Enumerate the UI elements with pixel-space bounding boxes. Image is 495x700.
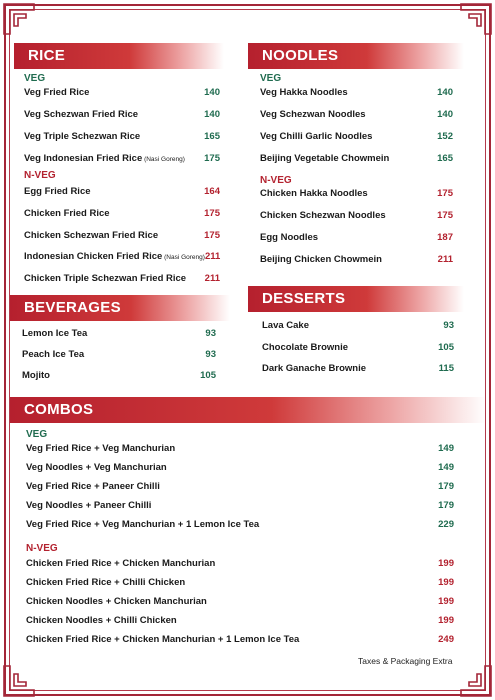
menu-item-name bbox=[22, 349, 84, 360]
menu-item bbox=[26, 558, 454, 569]
menu-item-title: Egg Noodles bbox=[260, 232, 319, 243]
menu-item bbox=[24, 153, 220, 164]
category-label-veg: VEG bbox=[26, 429, 48, 440]
menu-item-price: 175 bbox=[204, 207, 220, 219]
menu-item-price: 105 bbox=[200, 370, 216, 381]
menu-item-title: Veg Fried Rice bbox=[24, 87, 90, 98]
category-label-veg: VEG bbox=[24, 73, 46, 84]
menu-item-title: Beijing Vegetable Chowmein bbox=[260, 153, 390, 164]
menu-item-name bbox=[24, 109, 138, 120]
menu-item-note: (Nasi Goreng) bbox=[142, 156, 185, 163]
menu-item-name bbox=[260, 210, 386, 221]
menu-item-name bbox=[262, 320, 309, 331]
menu-item-title: Dark Ganache Brownie bbox=[262, 363, 367, 374]
menu-item-price: 187 bbox=[437, 232, 453, 243]
menu-item-title: Veg Fried Rice + Paneer Chilli bbox=[26, 481, 160, 492]
menu-item-price: 175 bbox=[437, 188, 453, 199]
menu-item bbox=[26, 615, 454, 626]
menu-item-price: 105 bbox=[438, 341, 454, 353]
menu-item bbox=[260, 254, 453, 265]
menu-item bbox=[22, 328, 216, 339]
section-banner-rice: RICE bbox=[14, 43, 224, 69]
menu-item-price: 140 bbox=[437, 87, 453, 98]
menu-item bbox=[26, 577, 454, 588]
section-banner-beverages: BEVERAGES bbox=[10, 295, 230, 321]
menu-item-title: Lava Cake bbox=[262, 320, 310, 331]
menu-item-title: Chicken Fried Rice + Chicken Manchurian bbox=[26, 558, 216, 569]
menu-item-price: 140 bbox=[204, 109, 220, 120]
menu-item-title: Indonesian Chicken Fried Rice bbox=[24, 251, 163, 263]
menu-item-name bbox=[26, 443, 175, 454]
menu-item-title: Chicken Schezwan Noodles bbox=[260, 210, 386, 221]
menu-item-price: 229 bbox=[438, 519, 454, 530]
menu-item-name bbox=[24, 153, 185, 164]
menu-item-title: Chicken Triple Schezwan Fried Rice bbox=[24, 273, 187, 285]
menu-item-name bbox=[24, 251, 205, 262]
menu-item-title: Lemon Ice Tea bbox=[22, 328, 88, 339]
menu-item-price: 211 bbox=[204, 251, 221, 263]
menu-item-title: Chicken Noodles + Chilli Chicken bbox=[26, 615, 177, 626]
menu-item bbox=[262, 363, 454, 374]
menu-item-name bbox=[24, 273, 186, 284]
menu-item bbox=[24, 208, 220, 219]
menu-item bbox=[260, 109, 453, 120]
menu-item bbox=[22, 370, 216, 381]
menu-item-price: 140 bbox=[437, 109, 453, 120]
menu-item-price: 93 bbox=[205, 328, 216, 339]
menu-item-title: Veg Indonesian Fried Rice bbox=[24, 153, 143, 164]
menu-item-name bbox=[260, 188, 368, 199]
category-label-nveg: N-VEG bbox=[260, 175, 292, 186]
menu-item bbox=[26, 634, 454, 645]
section-banner-desserts: DESSERTS bbox=[248, 286, 464, 312]
menu-item-name bbox=[24, 87, 89, 98]
menu-item bbox=[22, 349, 216, 360]
menu-item-title: Veg Noodles + Paneer Chilli bbox=[26, 500, 152, 511]
menu-item bbox=[26, 596, 454, 607]
menu-item-name bbox=[260, 109, 366, 120]
menu-item-name bbox=[24, 131, 140, 142]
menu-item-name bbox=[260, 254, 382, 265]
menu-item-name bbox=[24, 186, 91, 197]
menu-item-name bbox=[26, 500, 151, 511]
category-label-veg: VEG bbox=[260, 73, 282, 84]
menu-item-price: 165 bbox=[204, 131, 220, 142]
menu-item-price: 165 bbox=[437, 153, 453, 164]
menu-item-price: 249 bbox=[438, 634, 454, 645]
menu-item bbox=[26, 481, 454, 492]
menu-item-name bbox=[22, 370, 50, 381]
menu-item-title: Chicken Hakka Noodles bbox=[260, 188, 368, 199]
menu-item-name bbox=[262, 363, 366, 374]
corner-ornament-icon bbox=[2, 664, 36, 698]
menu-item bbox=[260, 232, 453, 243]
menu-item-title: Veg Hakka Noodles bbox=[260, 87, 348, 98]
menu-item-name bbox=[26, 615, 177, 626]
menu-item bbox=[260, 188, 453, 199]
menu-item-price: 199 bbox=[438, 596, 454, 607]
menu-item bbox=[26, 519, 454, 530]
menu-item-price: 211 bbox=[204, 273, 220, 285]
menu-item bbox=[24, 109, 220, 120]
menu-item-price: 164 bbox=[204, 186, 220, 197]
menu-item bbox=[24, 273, 220, 284]
menu-item-price: 175 bbox=[204, 153, 220, 164]
menu-item-price: 199 bbox=[438, 615, 454, 626]
menu-item-title: Mojito bbox=[22, 370, 50, 381]
menu-item bbox=[24, 186, 220, 197]
menu-item-price: 93 bbox=[443, 320, 454, 331]
menu-item-name bbox=[260, 232, 318, 243]
menu-item-note: (Nasi Goreng) bbox=[162, 254, 205, 262]
menu-item-name bbox=[260, 131, 372, 142]
menu-item bbox=[262, 342, 454, 353]
menu-item-price: 179 bbox=[438, 500, 454, 511]
menu-item-title: Peach Ice Tea bbox=[22, 349, 85, 360]
menu-item-name bbox=[260, 87, 348, 98]
menu-item-name bbox=[260, 153, 389, 164]
corner-ornament-icon bbox=[2, 2, 36, 36]
menu-item-price: 93 bbox=[205, 349, 216, 360]
menu-item-name bbox=[24, 208, 110, 219]
corner-ornament-icon bbox=[459, 664, 493, 698]
menu-item-title: Veg Schezwan Noodles bbox=[260, 109, 366, 120]
category-label-nveg: N-VEG bbox=[26, 543, 58, 554]
menu-item-name bbox=[22, 328, 87, 339]
taxes-footnote: Taxes & Packaging Extra bbox=[358, 656, 453, 666]
menu-item-price: 199 bbox=[438, 577, 454, 588]
menu-item bbox=[26, 500, 454, 511]
menu-item-title: Chicken Fried Rice + Chicken Manchurian + 1 Lemon Ice Tea bbox=[26, 634, 300, 645]
menu-item-title: Veg Triple Schezwan Rice bbox=[24, 131, 141, 142]
menu-item bbox=[260, 210, 453, 221]
menu-item-name bbox=[26, 481, 160, 492]
menu-item-title: Veg Fried Rice + Veg Manchurian bbox=[26, 443, 176, 454]
menu-item-price: 149 bbox=[438, 462, 454, 473]
section-banner-noodles: NOODLES bbox=[248, 43, 464, 69]
menu-item-price: 175 bbox=[204, 229, 220, 241]
corner-ornament-icon bbox=[459, 2, 493, 36]
menu-item bbox=[260, 131, 453, 142]
menu-item-title: Veg Noodles + Veg Manchurian bbox=[26, 462, 167, 473]
menu-item-title: Veg Fried Rice + Veg Manchurian + 1 Lemon Ice Tea bbox=[26, 519, 260, 530]
menu-item-name bbox=[24, 230, 158, 241]
menu-item bbox=[24, 251, 220, 262]
menu-item bbox=[26, 462, 454, 473]
menu-item bbox=[260, 153, 453, 164]
menu-item bbox=[24, 230, 220, 241]
menu-item-price: 179 bbox=[438, 481, 454, 492]
menu-item bbox=[24, 87, 220, 98]
menu-item-title: Veg Chilli Garlic Noodles bbox=[260, 131, 373, 142]
menu-item bbox=[260, 87, 453, 98]
menu-item-title: Egg Fried Rice bbox=[24, 186, 91, 197]
menu-item-price: 140 bbox=[204, 87, 220, 98]
menu-item-title: Chicken Schezwan Fried Rice bbox=[24, 229, 159, 241]
menu-item-name bbox=[26, 634, 299, 645]
section-banner-combos: COMBOS bbox=[10, 397, 486, 423]
menu-item-title: Chicken Noodles + Chicken Manchurian bbox=[26, 596, 207, 607]
menu-item-title: Chicken Fried Rice bbox=[24, 207, 110, 219]
menu-item-price: 115 bbox=[438, 363, 454, 374]
menu-item-price: 175 bbox=[437, 210, 453, 221]
menu-item-title: Chicken Fried Rice + Chilli Chicken bbox=[26, 577, 186, 588]
menu-item-price: 152 bbox=[437, 131, 453, 142]
menu-item-name bbox=[26, 596, 207, 607]
menu-item bbox=[26, 443, 454, 454]
menu-item-title: Veg Schezwan Fried Rice bbox=[24, 109, 139, 120]
menu-item-title: Beijing Chicken Chowmein bbox=[260, 254, 382, 265]
menu-item-title: Chocolate Brownie bbox=[262, 341, 349, 353]
menu-item bbox=[24, 131, 220, 142]
menu-item-name bbox=[26, 577, 185, 588]
menu-item-name bbox=[26, 462, 167, 473]
menu-item-price: 199 bbox=[438, 558, 454, 569]
menu-item-name bbox=[262, 342, 348, 353]
menu-item bbox=[262, 320, 454, 331]
menu-item-price: 211 bbox=[437, 254, 453, 265]
menu-item-price: 149 bbox=[438, 443, 454, 454]
menu-item-name bbox=[26, 558, 215, 569]
menu-item-name bbox=[26, 519, 259, 530]
category-label-nveg: N-VEG bbox=[24, 170, 56, 181]
